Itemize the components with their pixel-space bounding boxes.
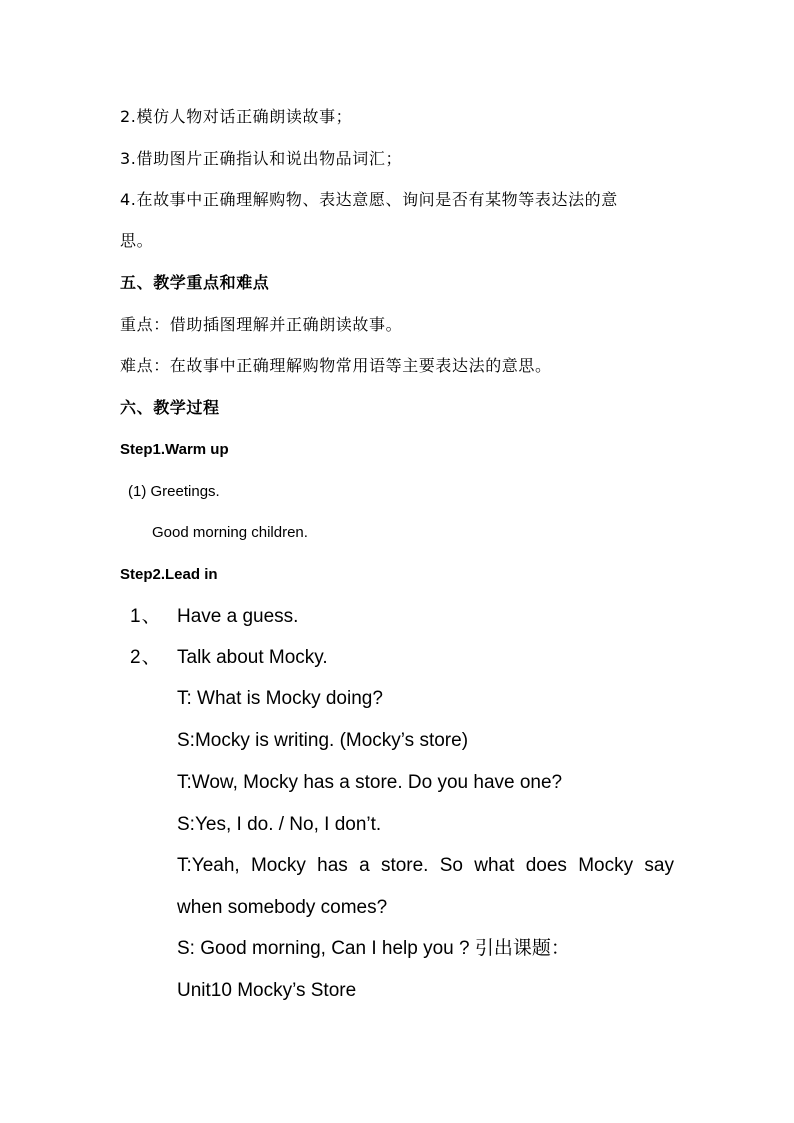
objective-item-2: 2.模仿人物对话正确朗读故事； (120, 107, 353, 126)
dialogue-line-2: S:Mocky is writing. (Mocky’s store) (177, 730, 469, 751)
dialogue-line-3: T:Wow, Mocky has a store. Do you have one? (177, 772, 563, 793)
objective-item-4-line-1: 4.在故事中正确理解购物、表达意愿、询问是否有某物等表达法的意 (120, 190, 618, 209)
step-2-title: Step2.Lead in (120, 566, 218, 583)
objective-item-4-line-2: 思。 (120, 231, 154, 250)
dialogue-line-5-word: store. (380, 855, 429, 876)
dialogue-line-5-word: So (439, 855, 463, 876)
section-5-heading: 五、教学重点和难点 (120, 273, 270, 292)
difficult-point-text: 难点：在故事中正确理解购物常用语等主要表达法的意思。 (120, 356, 552, 375)
dialogue-line-5-word: has (317, 855, 348, 876)
step-1-sub-item: (1) Greetings. (128, 483, 220, 500)
dialogue-line-5-word: T:Yeah, (177, 855, 240, 876)
dialogue-line-5-word: a (359, 855, 370, 876)
step-2-item-1-text: Have a guess. (177, 606, 299, 627)
section-6-heading: 六、教学过程 (120, 398, 220, 417)
step-2-item-2-number: 2、 (130, 647, 162, 668)
dialogue-line-6: when somebody comes? (177, 897, 388, 918)
step-1-sub-text: Good morning children. (152, 524, 308, 541)
step-1-title: Step1.Warm up (120, 441, 229, 458)
dialogue-line-5-word: what (474, 855, 515, 876)
dialogue-line-5-word: Mocky (578, 855, 634, 876)
dialogue-line-4: S:Yes, I do. / No, I don’t. (177, 814, 382, 835)
objective-item-3: 3.借助图片正确指认和说出物品词汇； (120, 149, 403, 168)
dialogue-line-7: S: Good morning, Can I help you ? 引出课题： (177, 938, 570, 959)
lesson-title: Unit10 Mocky’s Store (177, 980, 357, 1001)
dialogue-line-5-word: Mocky (250, 855, 306, 876)
step-2-item-2-text: Talk about Mocky. (177, 647, 328, 668)
key-point-text: 重点：借助插图理解并正确朗读故事。 (120, 315, 403, 334)
dialogue-line-5-word: does (525, 855, 567, 876)
dialogue-line-5-word: say (644, 855, 674, 876)
step-2-item-1-number: 1、 (130, 606, 162, 627)
dialogue-line-1: T: What is Mocky doing? (177, 688, 383, 709)
dialogue-line-5 (177, 856, 674, 875)
